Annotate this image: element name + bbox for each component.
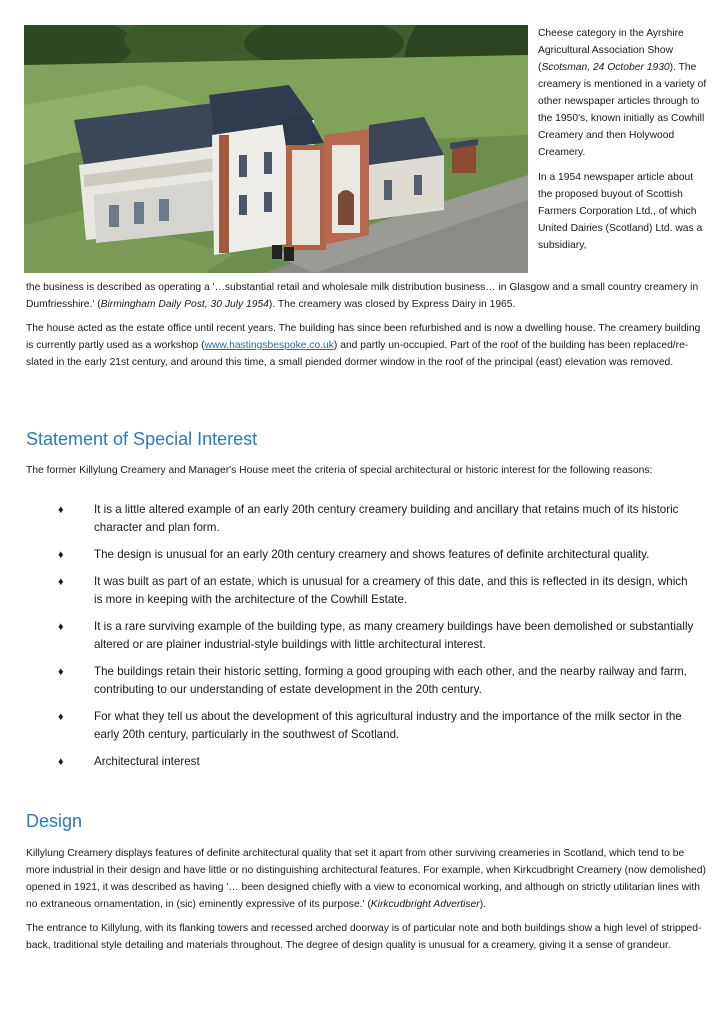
hastings-bespoke-link[interactable]: www.hastingsbespoke.co.uk bbox=[204, 340, 334, 351]
continued-paragraphs bbox=[26, 279, 706, 378]
paragraph-continuation: the business is described as operating a '…substantial retail and wholesale milk distribution business… in Glasgow and a small country creamery in Dumfriesshire.' (Birmingham Daily Post, 30 July 1954). The creamery was closed by Express Dairy in 1965. bbox=[26, 282, 699, 310]
bullet-diamond-icon: ♦ bbox=[58, 576, 64, 588]
criteria-item: ♦ For what they tell us about the development of this agricultural industry and the importance of the milk sector in the early 20th century, particularly in the southwest of Scotland. bbox=[58, 710, 682, 741]
bullet-diamond-icon: ♦ bbox=[58, 504, 64, 516]
heading-design: Design bbox=[26, 811, 83, 831]
criteria-item: ♦ It is a little altered example of an early 20th century creamery building and ancillary that retains much of its historic character and plan form. bbox=[58, 503, 679, 534]
design-paragraph-1: Killylung Creamery displays features of definite architectural quality that set it apart from other surviving creameries in Scotland, which tend to be more industrial in their design and have little or no distinguishing architectural features. For example, when Kirkcudbright Creamery (now demolished) opened in 1921, it was described as having '… been designed chiefly with a view to economical working, and although on strictly utilitarian lines with no extraneous ornamentation, in (sic) eminently expressive of its purpose.' (Kirkcudbright Advertiser). bbox=[26, 848, 706, 910]
side-paragraph-1: Cheese category in the Ayrshire Agricultural Association Show (Scotsman, 24 October 1930). The creamery is mentioned in a variety of other newspaper articles through to the 1950's, known initially as Cowhill Creamery and then Holywood Creamery. bbox=[538, 28, 707, 158]
side-paragraph-2: In a 1954 newspaper article about the proposed buyout of Scottish Farmers Corporation Ltd., of which United Dairies (Scotland) Ltd. was a subsidiary, bbox=[538, 172, 703, 251]
bullet-diamond-icon: ♦ bbox=[58, 621, 64, 633]
criteria-list bbox=[56, 501, 696, 780]
creamery-aerial-photo bbox=[24, 25, 528, 273]
criteria-item: ♦ The design is unusual for an early 20th century creamery and shows features of definite architectural quality. bbox=[56, 546, 696, 564]
criteria-item: ♦ The buildings retain their historic setting, forming a good grouping with each other, and the nearby railway and farm, contributing to our understanding of estate development in the 20th century. bbox=[58, 665, 687, 696]
bullet-diamond-icon: ♦ bbox=[58, 711, 64, 723]
heading-statement-of-special-interest: Statement of Special Interest bbox=[26, 429, 258, 449]
paragraph-estate-office: The house acted as the estate office until recent years. The building has since been refurbished and is now a dwelling house. The creamery building is currently partly used as a workshop (www.hastingsbespoke.co.uk) and partly un-occupied. Part of the roof of the building has been replaced/re-slated in the early 21st century, and around this time, a small piended dormer window in the roof of the principal (east) elevation was removed. bbox=[26, 323, 701, 368]
bullet-diamond-icon: ♦ bbox=[58, 756, 64, 768]
design-paragraph-2: The entrance to Killylung, with its flanking towers and recessed arched doorway is of particular note and both buildings show a high level of stripped-back, traditional style detailing and materials throughout. The degree of design quality is unusual for a creamery, giving it a sense of grandeur. bbox=[26, 923, 702, 951]
criteria-item: ♦ It is a rare surviving example of the building type, as many creamery buildings have been demolished or substantially altered or are plainer industrial-style buildings with little architectural interest. bbox=[58, 620, 694, 651]
bullet-diamond-icon: ♦ bbox=[58, 549, 64, 561]
photo-illustration bbox=[24, 25, 528, 273]
side-column-text bbox=[538, 25, 710, 262]
statement-intro bbox=[26, 462, 706, 486]
design-section-text bbox=[26, 845, 706, 961]
criteria-item: ♦ It was built as part of an estate, which is unusual for a creamery of this date, and this is reflected in its design, which is more in keeping with the architecture of the Cowhill Estate. bbox=[58, 575, 688, 606]
statement-intro-text: The former Killylung Creamery and Manager's House meet the criteria of special architectural or historic interest for the following reasons: bbox=[26, 465, 653, 476]
criteria-item: ♦ Architectural interest bbox=[56, 753, 696, 771]
bullet-diamond-icon: ♦ bbox=[58, 666, 64, 678]
